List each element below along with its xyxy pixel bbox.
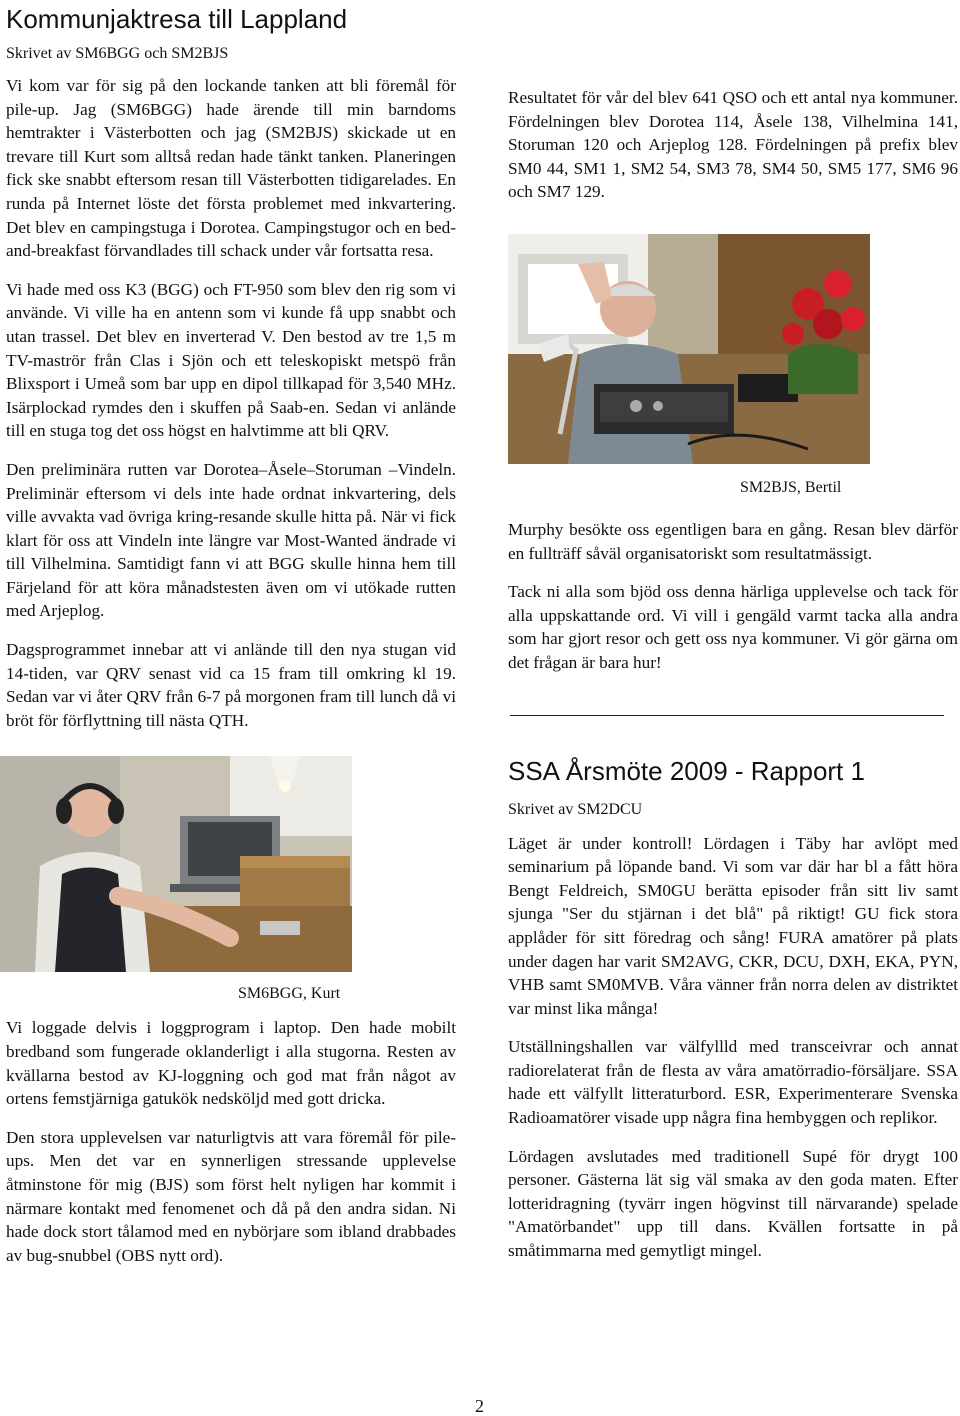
paragraph: Den stora upplevelsen var naturligtvis att vara föremål för pile-ups. Men det var en synnerligen stressande upplevelse åtminstone för mig (BJS) som först helt nyligen har kommit i närmare kontakt med fenomenet och då på den andra sidan. Ni hade dock stort tålamod med en nybörjare som ibland drabbades av bug-snubbel (OBS nytt ord). [6, 1127, 456, 1265]
paragraph: Resultatet för vår del blev 641 QSO och ett antal nya kommuner. Fördelningen blev Dorotea 114, Åsele 138, Vilhelmina 141, Storuman 120 och Arjeplog 128. Fördelningen på prefix blev SM0 44, SM1 1, SM2 54, SM3 78, SM4 50, SM5 177, SM6 96 och SM7 129. [508, 88, 958, 202]
section-divider [510, 715, 944, 716]
photo-caption: SM6BGG, Kurt [238, 985, 341, 1003]
paragraph: Lördagen avslutades med traditionell Supé för drygt 100 personer. Gästerna lät sig väl smaka av den goda maten. Efter lotteridragning (tyvärr ingen högvinst till närvarande) spelade "Amatörbandet" upp till dans. Kvällen fortsatte in på småtimmarna med gemytligt mingel. [508, 1146, 958, 1261]
paragraph: Murphy besökte oss egentligen bara en gång. Resan blev därför en fullträff såväl organisatoriskt som resultatmässigt. [508, 519, 958, 563]
paragraph: Vi hade med oss K3 (BGG) och FT-950 som blev den rig som vi använde. Vi ville ha en antenn som vi kunde få upp snabbt och utan trassel. Det blev en inverterad V. Den bestod av tre 1,5 m TV-maströr från Clas i Sjön och ett teleskopiskt metspö från Blixsport i Umeå som bar upp en dipol tillkapad för 3,540 MHz. Isärplockad rymdes den i skuffen på Saab-en. Sedan vi anlände till en stuga tog det oss högst en halvtimme att bli QRV. [6, 279, 456, 441]
photo-sm2bjs [508, 234, 870, 464]
paragraph: Den preliminära rutten var Dorotea–Åsele–Storuman –Vindeln. Preliminär eftersom vi dels inte hade ordnat inkvartering, dels ville avvakta vad övriga kring-resande skulle hitta på. När vi fick klart för oss att Vindeln inte längre var Most-Wanted ändrade vi till Vilhelmina. Samtidigt fann vi att BGG skulle hinna hem till Färjeland för att köra månadstesten även om vi utökade rutten med Arjeplog. [6, 459, 456, 621]
page-number: 2 [475, 1396, 484, 1416]
paragraph: Utställningshallen var välfyllld med transceivrar och annat radiorelaterat från de flesta av våra amatörradio-försäljare. SSA hade ett välfyllt litteraturbord. ESR, Experimenterare Svenska Radioamatörer visade upp några fina hembyggen och replikor. [508, 1037, 958, 1128]
paragraph: Tack ni alla som bjöd oss denna härliga upplevelse och tack för alla uppskattande ord. Vi vill i gengäld varmt tacka alla andra som har gjort resor och gett oss nya kommuner. Vi gör gärna om det frågan är bara hur! [508, 582, 958, 672]
photo-sm6bgg [0, 756, 352, 972]
paragraph: Vi loggade delvis i loggprogram i laptop. Den hade mobilt bredband som fungerade oklanderligt i alla stugorna. Resten av kvällarna bestod av KJ-loggning och god mat från något av ortens femstjärniga gatukök nedsköljd med gott dricka. [6, 1018, 456, 1109]
article-byline: Skrivet av SM2DCU [508, 800, 643, 818]
article-title: SSA Årsmöte 2009 - Rapport 1 [508, 755, 865, 786]
left-column [6, 0, 456, 1282]
photo-operator-headphones [0, 756, 352, 972]
paragraph: Läget är under kontroll! Lördagen i Täby har avlöpt med seminarium på löpande band. Vi som var där har bl a fått höra Bengt Feldreich, SM0GU berätta episoder från sitt liv samt sjunga "Ser du stjärnan i det blå" på riktigt! GU fick stora applåder för sitt föredrag och sång! FURA amatörer på plats under dagen har varit SM2AVG, CKR, DCU, DXH, EKA, PYN, VHB samt SM0MVB. Våra vänner från norra delen av distriktet var minst lika många! [508, 833, 958, 1018]
article-title: Kommunjaktresa till Lappland [6, 4, 348, 34]
photo-operator-radio-flowers [508, 234, 870, 464]
photo-caption: SM2BJS, Bertil [740, 478, 842, 496]
right-column [508, 0, 958, 1278]
paragraph: Vi kom var för sig på den lockande tanken att bli föremål för pile-up. Jag (SM6BGG) hade ärende till min barndoms hemtrakter i Västerbotten och jag (SM2BJS) skickade ut en trevare till Kurt som alltså redan hade tänkt tanken. Planeringen fick ske snabbt eftersom resan till Västerbotten tidigarelades. En runda på Internet löste det första problemet med inkvartering. Det blev en campingstuga i Dorotea. Campingstugor och en bed-and-breakfast förvandlades till schack under vår fortsatta resa. [6, 76, 456, 261]
paragraph: Dagsprogrammet innebar att vi anlände till den nya stugan vid 14-tiden, var QRV senast vid ca 15 fram till omkring kl 19. Sedan var vi åter QRV från 6-7 på morgonen fram till lunch då vi bröt för förflyttning till nästa QTH. [6, 640, 456, 730]
article-byline: Skrivet av SM6BGG och SM2BJS [6, 45, 229, 62]
